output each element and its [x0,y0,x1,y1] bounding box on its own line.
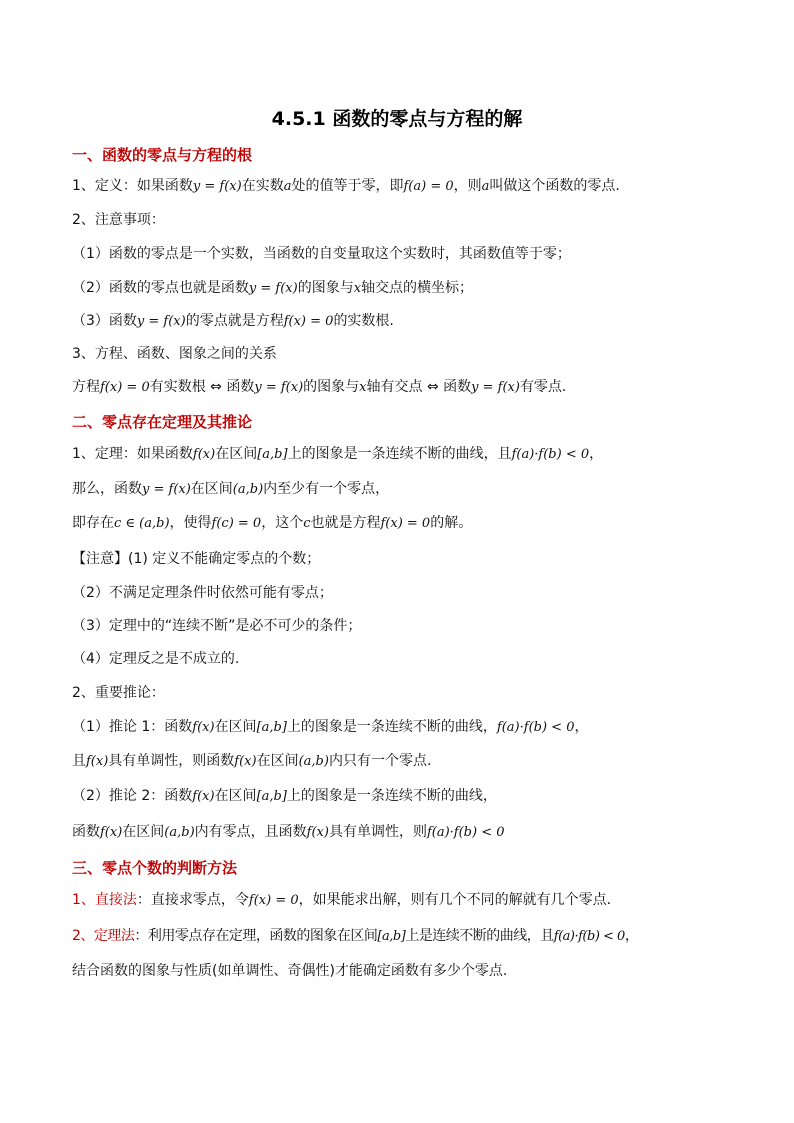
text: 具有单调性，则函数 [108,753,235,769]
math: y = f(x) [471,380,520,395]
text: 方程 [72,379,100,395]
text: 在区间 [256,753,299,769]
text: 在实数 [241,178,284,194]
math: [a,b] [256,720,287,735]
method-label: 1、直接法 [72,892,137,908]
section-heading-2: 二、零点存在定理及其推论 [72,413,253,431]
math: f(a) = 0 [403,179,454,194]
text: 轴有交点 ⇔ 函数 [366,379,472,395]
definition-line [72,177,620,196]
theorem-line-3 [72,514,472,533]
method-label: 2、定理法 [72,928,135,944]
text: ，这个 [261,515,304,531]
notes-title: 2、注意事项： [72,212,165,228]
text: ， [624,928,639,944]
text: 的图象与 [297,280,354,296]
math: f(x) [234,754,257,769]
text: ， [574,719,589,735]
corollary-1-line-1 [72,718,588,737]
math: f(x) [192,447,216,462]
math: f(x) [86,754,109,769]
method-theorem-line-2: 结合函数的图象与性质(如单调性、奇偶性)才能确定函数有多少个零点. [72,963,508,979]
text: ：直接求零点，令 [136,892,249,908]
caution-item-1: 【注意】(1) 定义不能确定零点的个数； [72,551,321,567]
caution-item-4: （4）定理反之是不成立的. [72,651,240,667]
text: （2）推论 2：函数 [72,788,193,804]
text: （1）推论 1：函数 [72,719,193,735]
math: f(a)·f(b) < 0 [511,447,590,462]
math: f(a)·f(b) < 0 [496,720,575,735]
math: f(x) [100,825,123,840]
math: x [353,281,362,296]
math: f(x) = 0 [100,380,150,395]
math: [a,b] [377,929,406,944]
text: 也就是方程 [310,515,381,531]
text: ：利用零点存在定理，函数的图象在区间 [134,928,378,944]
text: 有零点. [519,379,567,395]
text: 且 [72,753,86,769]
text: 在区间 [214,719,257,735]
math: (a,b) [232,482,264,497]
text: ，则 [453,178,482,194]
math: f(a)·f(b) < 0 [426,825,505,840]
text: 在区间 [190,481,233,497]
math: f(x) = 0 [248,893,299,908]
text: 叫做这个函数的零点. [489,178,620,194]
method-direct [72,891,611,910]
math: (a,b) [298,754,329,769]
math: y = f(x) [248,281,298,296]
math: [a,b] [257,447,288,462]
math: f(x) [192,720,215,735]
text: （2）函数的零点也就是函数 [72,280,249,296]
relation-line [72,378,566,397]
text: 上的图象是一条连续不断的曲线，且 [287,446,512,462]
caution-item-2: （2）不满足定理条件时依然可能有零点； [72,585,333,601]
text: 的零点就是方程 [185,313,284,329]
note-item-3 [72,312,394,331]
corollary-2-line-1 [72,787,497,806]
text: 的解。 [430,515,473,531]
math: c ∈ (a,b) [114,516,170,531]
math: f(x) = 0 [283,314,334,329]
math: y = f(x) [136,314,186,329]
text: 上的图象是一条连续不断的曲线， [286,788,497,804]
theorem-line-2 [72,480,389,499]
text: 上是连续不断的曲线，且 [405,928,554,944]
math: a [481,179,490,194]
text: 的实数根. [333,313,394,329]
text: 在区间 [215,446,258,462]
math: a [283,179,292,194]
math: y = f(x) [192,179,242,194]
math: f(x) [306,825,329,840]
corollary-title: 2、重要推论： [72,685,165,701]
text: 内有零点，且函数 [194,824,307,840]
text: 1、定理：如果函数 [72,446,193,462]
math: f(a)·f(b) < 0 [553,929,625,944]
page-title: 4.5.1 函数的零点与方程的解 [271,108,523,130]
text: 上的图象是一条连续不断的曲线， [286,719,497,735]
text: 处的值等于零，即 [291,178,404,194]
text: 1、定义：如果函数 [72,178,193,194]
math: f(x) [192,789,215,804]
text: 即存在 [72,515,114,531]
math: f(c) = 0 [211,516,262,531]
note-item-2 [72,279,473,298]
text: 有实数根 ⇔ 函数 [149,379,255,395]
math: y = f(x) [254,380,304,395]
theorem-line-1 [72,445,603,464]
text: 轴交点的横坐标； [361,280,474,296]
text: 在区间 [122,824,165,840]
relation-title: 3、方程、函数、图象之间的关系 [72,346,277,362]
math: (a,b) [164,825,195,840]
caution-item-3: （3）定理中的“连续不断”是必不可少的条件； [72,618,362,634]
text: ， [589,446,604,462]
corollary-2-line-2 [72,823,505,842]
text: 的图象与 [303,379,360,395]
section-heading-3: 三、零点个数的判断方法 [72,859,238,877]
text: 内至少有一个零点， [263,481,390,497]
math: c [303,516,311,531]
math: x [359,380,367,395]
text: 具有单调性，则 [328,824,427,840]
text: 内只有一个零点. [328,753,432,769]
math: y = f(x) [142,482,191,497]
math: [a,b] [256,789,287,804]
text: ，如果能求出解，则有几个不同的解就有几个零点. [298,892,612,908]
method-theorem [72,927,638,946]
text: ，使得 [169,515,212,531]
math: f(x) = 0 [380,516,431,531]
corollary-1-line-2 [72,752,431,771]
text: （3）函数 [72,313,137,329]
section-heading-1: 一、函数的零点与方程的根 [72,146,253,164]
text: 函数 [72,824,100,840]
text: 那么，函数 [72,481,142,497]
text: 在区间 [214,788,257,804]
note-item-1: （1）函数的零点是一个实数，当函数的自变量取这个实数时，其函数值等于零； [72,246,571,262]
